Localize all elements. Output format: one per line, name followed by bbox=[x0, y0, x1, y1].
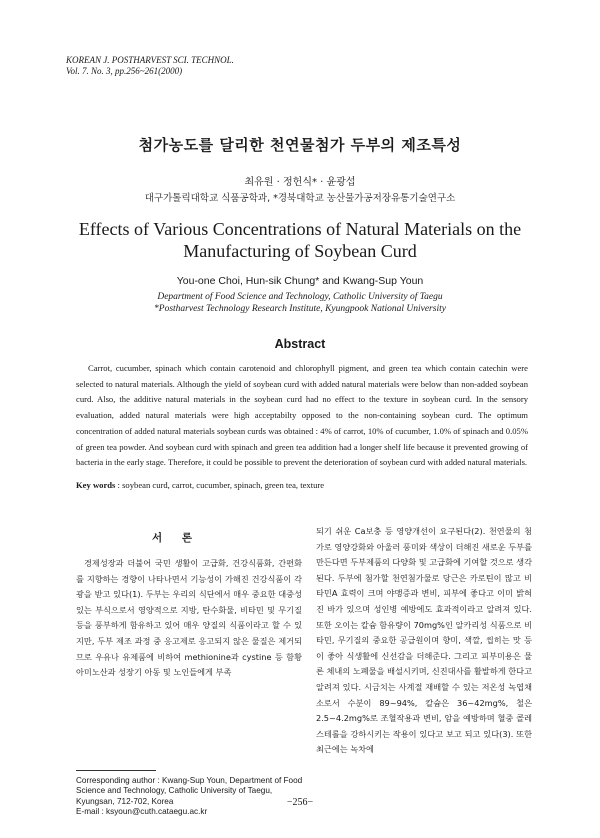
footnote-author: Corresponding author : Kwang-Sup Youn, Department of Food Science and Technology, Catholic University of Taegu, Kyungsan, 712-702, Korea bbox=[76, 776, 303, 806]
body-left-column: 경제성장과 더불어 국민 생활이 고급화, 건강식품화, 간편화를 지향하는 경향이 나타나면서 기능성이 가해진 건강식품이 각광을 받고 있다(1). 두부는 우리의 식단에서 매우 중요한 대중성 있는 부식으로서 영양적으로 지방, 탄수화물, 비타민 및 무기질 등을 풍부하게 함유하고 있어 매우 양질의 식품이라고 할 수 있지만, 두부 제조 과정 중 응고제로 응고되지 않은 물질은 제거되므로 우유나 유제품에 비하여 methionine과 cystine 등 함황아미노산과 성장기 아동 및 노인들에게 부족 bbox=[76, 558, 302, 678]
english-authors: You-one Choi, Hun-sik Chung* and Kwang-Sup Youn bbox=[176, 275, 424, 287]
keywords-text: : soybean curd, carrot, cucumber, spinach, green tea, texture bbox=[117, 480, 325, 490]
page-number: −256− bbox=[286, 797, 314, 808]
journal-name: KOREAN J. POSTHARVEST SCI. TECHNOL. bbox=[66, 55, 234, 65]
abstract-heading: Abstract bbox=[274, 337, 326, 351]
abstract-text: Carrot, cucumber, spinach which contain carotenoid and chlorophyll pigment, and green tea which contain catechin were selected to natural materials. Although the yield of soybean curd with added natural materials were below than non-added soybean curd. Also, the additive natural materials in the soybean curd had no effect to the texture in soybean curd. In the sensory evaluation, added natural materials were high acceptabilty opposed to the non-containing soybean curd. The optimum concentration of added natural materials soybean curds was obtained : 4% of carrot, 10% of cucumber, 1.0% of spinach and 0.05% of green tea powder. And soybean curd with spinach and green tea addition had a longer shelf life because it prevented growing of bacteria in the early stage. Therefore, it could be possible to prevent the deterioration of soybean curd with added natural materials. bbox=[76, 363, 528, 468]
keywords-label: Key words bbox=[76, 480, 116, 490]
korean-affiliation: 대구가톨릭대학교 식품공학과, *경북대학교 농산물가공저장유통기술연구소 bbox=[144, 193, 456, 204]
journal-header bbox=[66, 55, 234, 77]
footnote-email: E-mail : ksyoun@cuth.cataegu.ac.kr bbox=[76, 806, 208, 816]
journal-volume: Vol. 7. No. 3, pp.256~261(2000) bbox=[66, 66, 183, 76]
english-affiliations bbox=[0, 291, 600, 315]
korean-title: 첨가농도를 달리한 천연물첨가 두부의 제조특성 bbox=[138, 136, 462, 154]
keywords bbox=[76, 480, 536, 490]
affiliation-line: Department of Food Science and Technology, Catholic University of Taegu bbox=[157, 292, 443, 302]
footnote-divider bbox=[76, 770, 156, 771]
english-title: Effects of Various Concentrations of Natural Materials on the Manufacturing of Soybean Curd bbox=[78, 219, 522, 261]
section-heading: 서 론 bbox=[152, 532, 200, 544]
affiliation-line: *Postharvest Technology Research Institute, Kyungpook National University bbox=[154, 304, 446, 314]
korean-authors: 최유원 · 정헌식* · 윤광섭 bbox=[244, 177, 356, 188]
body-right-column: 되기 쉬운 Ca보충 등 영양개선이 요구된다(2). 천연물의 첨가로 영양강화와 아울러 풍미와 색상이 더해진 새로운 두부를 만든다면 두부제품의 다양화 및 고급화에 기여할 것으로 생각된다. 두부에 첨가할 천연첨가물로 당근은 카로틴이 많고 비타민A 효력이 크며 야맹증과 변비, 피부에 좋다고 이미 밝혀진 바가 있으며 성인병 예방에도 효과적이라고 알려져 있다. 또한 오이는 칼슘 함유량이 70mg%인 알카리성 식품으로 비타민, 무기질의 중요한 공급원이며 향미, 색깔, 씹히는 맛 등이 좋아 식생활에 신선감을 더해준다. 그리고 피부미용은 물론 체내의 노폐물을 배설시키며, 신진대사를 활발하게 한다고 알려져 있다. 시금치는 사계절 재배할 수 있는 저온성 녹엽채소로서 수분이 89~94%, 칼슘은 36~42mg%, 철은 2.5~4.2mg%로 조혈작용과 변비, 암을 예방하며 혈중 콜레스테롤을 강하시키는 작용이 있다고 보고 되고 있다(3). 또한 최근에는 녹차에 bbox=[316, 526, 532, 755]
